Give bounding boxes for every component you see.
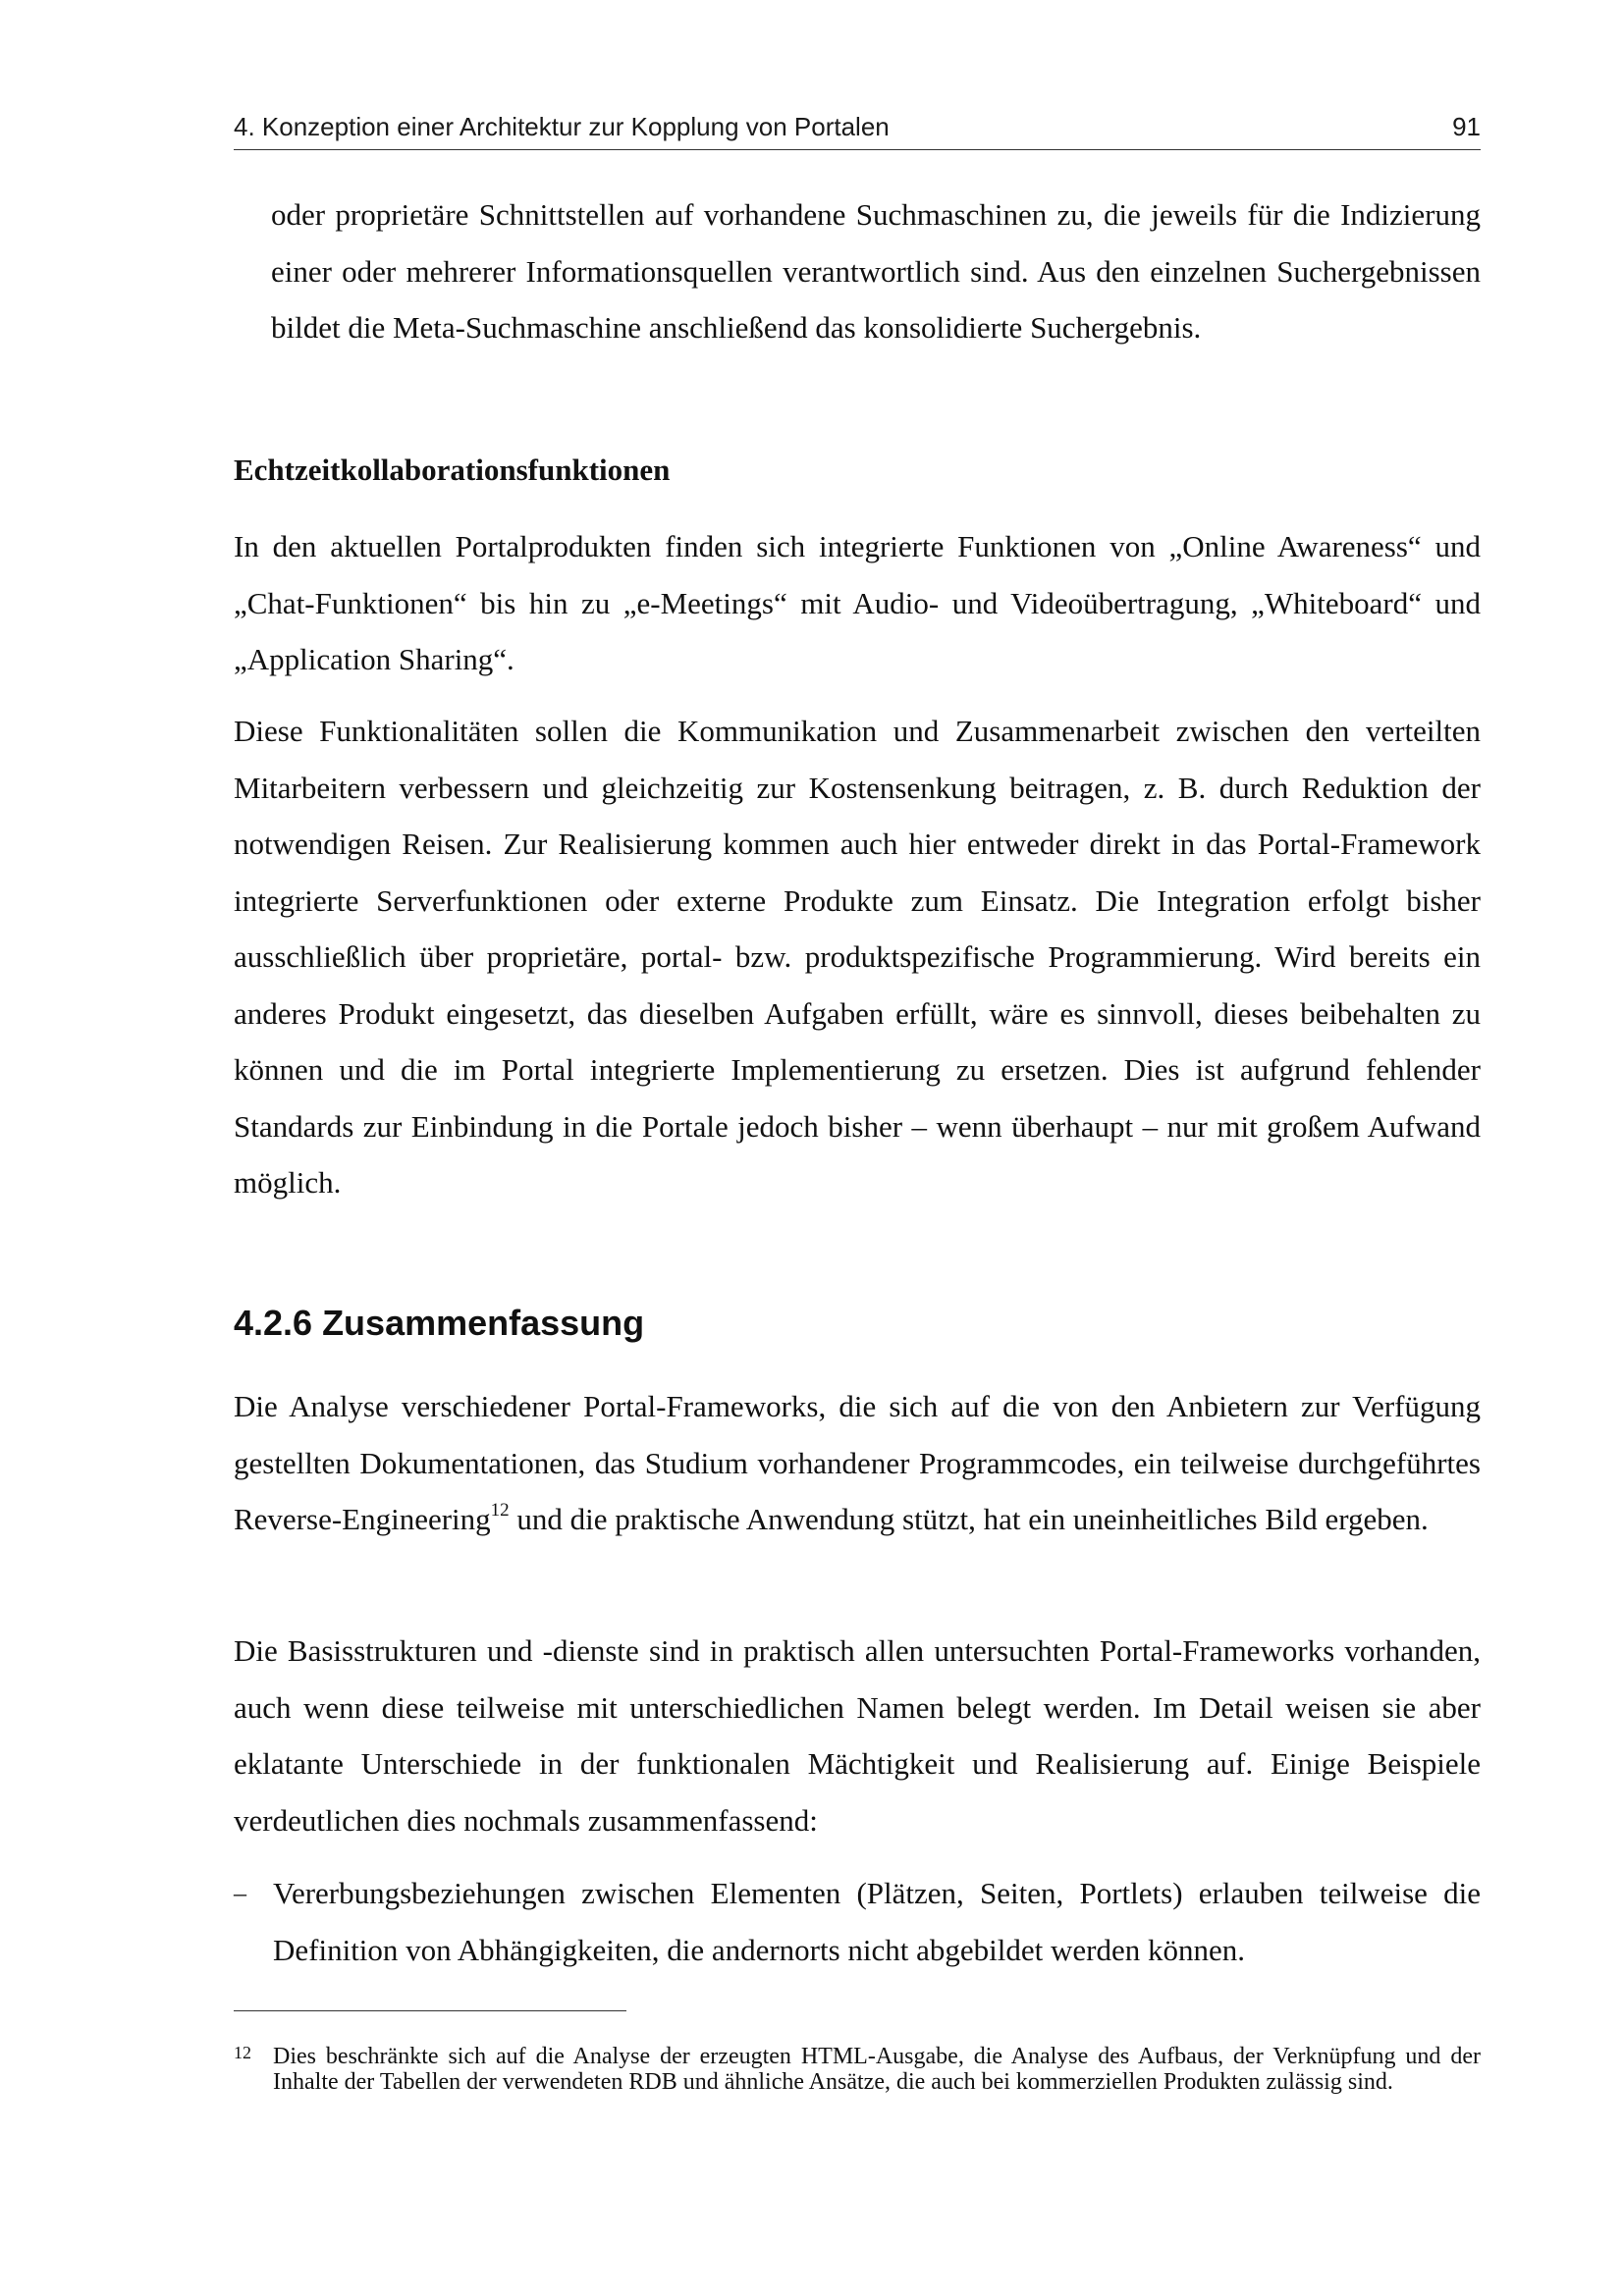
subsection-paragraph-2: Diese Funktionalitäten sollen die Kommunikation und Zusammenarbeit zwischen den verteilten Mitarbeitern verbessern und gleichzeitig zur Kostensenkung beitragen, z. B. durch Reduktion der notwendigen Reisen. Zur Realisierung kommen auch hier entweder direkt in das Portal-Framework integrierte Serverfunktionen oder externe Produkte zum Einsatz. Die Integration erfolgt bisher ausschließlich über proprietäre, portal- bzw. produktspezifische Programmierung. Wird bereits ein anderes Produkt eingesetzt, das dieselben Aufgaben erfüllt, wäre es sinnvoll, dieses beibehalten zu können und die im Portal integrierte Implementierung zu ersetzen. Dies ist aufgrund fehlender Standards zur Einbindung in die Portale jedoch bisher – wenn überhaupt – nur mit großem Aufwand möglich. <box>234 714 1481 1200</box>
continued-paragraph: oder proprietäre Schnittstellen auf vorhandene Suchmaschinen zu, die jeweils für die Indizierung einer oder mehrerer Informationsquellen verantwortlich sind. Aus den einzelnen Suchergebnissen bildet die Meta-Suchmaschine anschließend das konsolidierte Suchergebnis. <box>271 197 1481 345</box>
subsection-heading: Echtzeitkollaborationsfunktionen <box>234 453 671 487</box>
footnote <box>234 2044 1481 2095</box>
running-header <box>234 108 1481 150</box>
subsection-paragraph-1-block <box>234 518 1481 688</box>
section-paragraph-2-block <box>234 1623 1481 1848</box>
footnote-text: Dies beschränkte sich auf die Analyse der erzeugten HTML-Ausgabe, die Analyse des Aufbaus, der Verknüpfung und der Inhalte der Tabellen der verwendeten RDB und ähnliche Ansätze, die auch bei kommerziellen Produkten zulässig sind. <box>273 2044 1481 2095</box>
section-paragraph-1 <box>234 1378 1481 1548</box>
footnote-reference[interactable]: 12 <box>490 1500 510 1521</box>
subsection-paragraph-2-block <box>234 703 1481 1211</box>
page-number: 91 <box>1452 112 1481 141</box>
list-dash: – <box>234 1879 246 1907</box>
footnote-divider <box>234 2010 626 2011</box>
list-item-text: Vererbungsbeziehungen zwischen Elementen (Plätzen, Seiten, Portlets) erlauben teilweise die Definition von Abhängigkeiten, die andernorts nicht abgebildet werden können. <box>273 1876 1481 1967</box>
section-paragraph-2: Die Basisstrukturen und -dienste sind in praktisch allen untersuchten Portal-Frameworks vorhanden, auch wenn diese teilweise mit unterschiedlichen Namen belegt werden. Im Detail weisen sie aber eklatante Unterschiede in der funktionalen Mächtigkeit und Realisierung auf. Einige Beispiele verdeutlichen dies nochmals zusammenfassend: <box>234 1633 1481 1838</box>
section-paragraph-1-text-a: Die Analyse verschiedener Portal-Frameworks, die sich auf die von den Anbietern zur Verfügung gestellten Dokumentationen, das Studium vorhandener Programmcodes, ein teilweise durchgeführtes Reverse-Engineering <box>234 1389 1481 1536</box>
continued-paragraph-block <box>271 187 1481 356</box>
section-paragraph-1-text-b: und die praktische Anwendung stützt, hat ein uneinheitliches Bild ergeben. <box>509 1502 1429 1536</box>
section-paragraph-1-block <box>234 1378 1481 1548</box>
subsection-paragraph-1: In den aktuellen Portalprodukten finden sich integrierte Funktionen von „Online Awareness“ und „Chat-Funktionen“ bis hin zu „e-Meetings“ mit Audio- und Videoübertragung, „Whiteboard“ und „Application Sharing“. <box>234 529 1481 676</box>
section-heading: 4.2.6 Zusammenfassung <box>234 1303 645 1343</box>
list-item <box>234 1865 1481 1978</box>
footnote-mark: 12 <box>234 2043 251 2062</box>
header-title: 4. Konzeption einer Architektur zur Kopplung von Portalen <box>234 112 890 141</box>
